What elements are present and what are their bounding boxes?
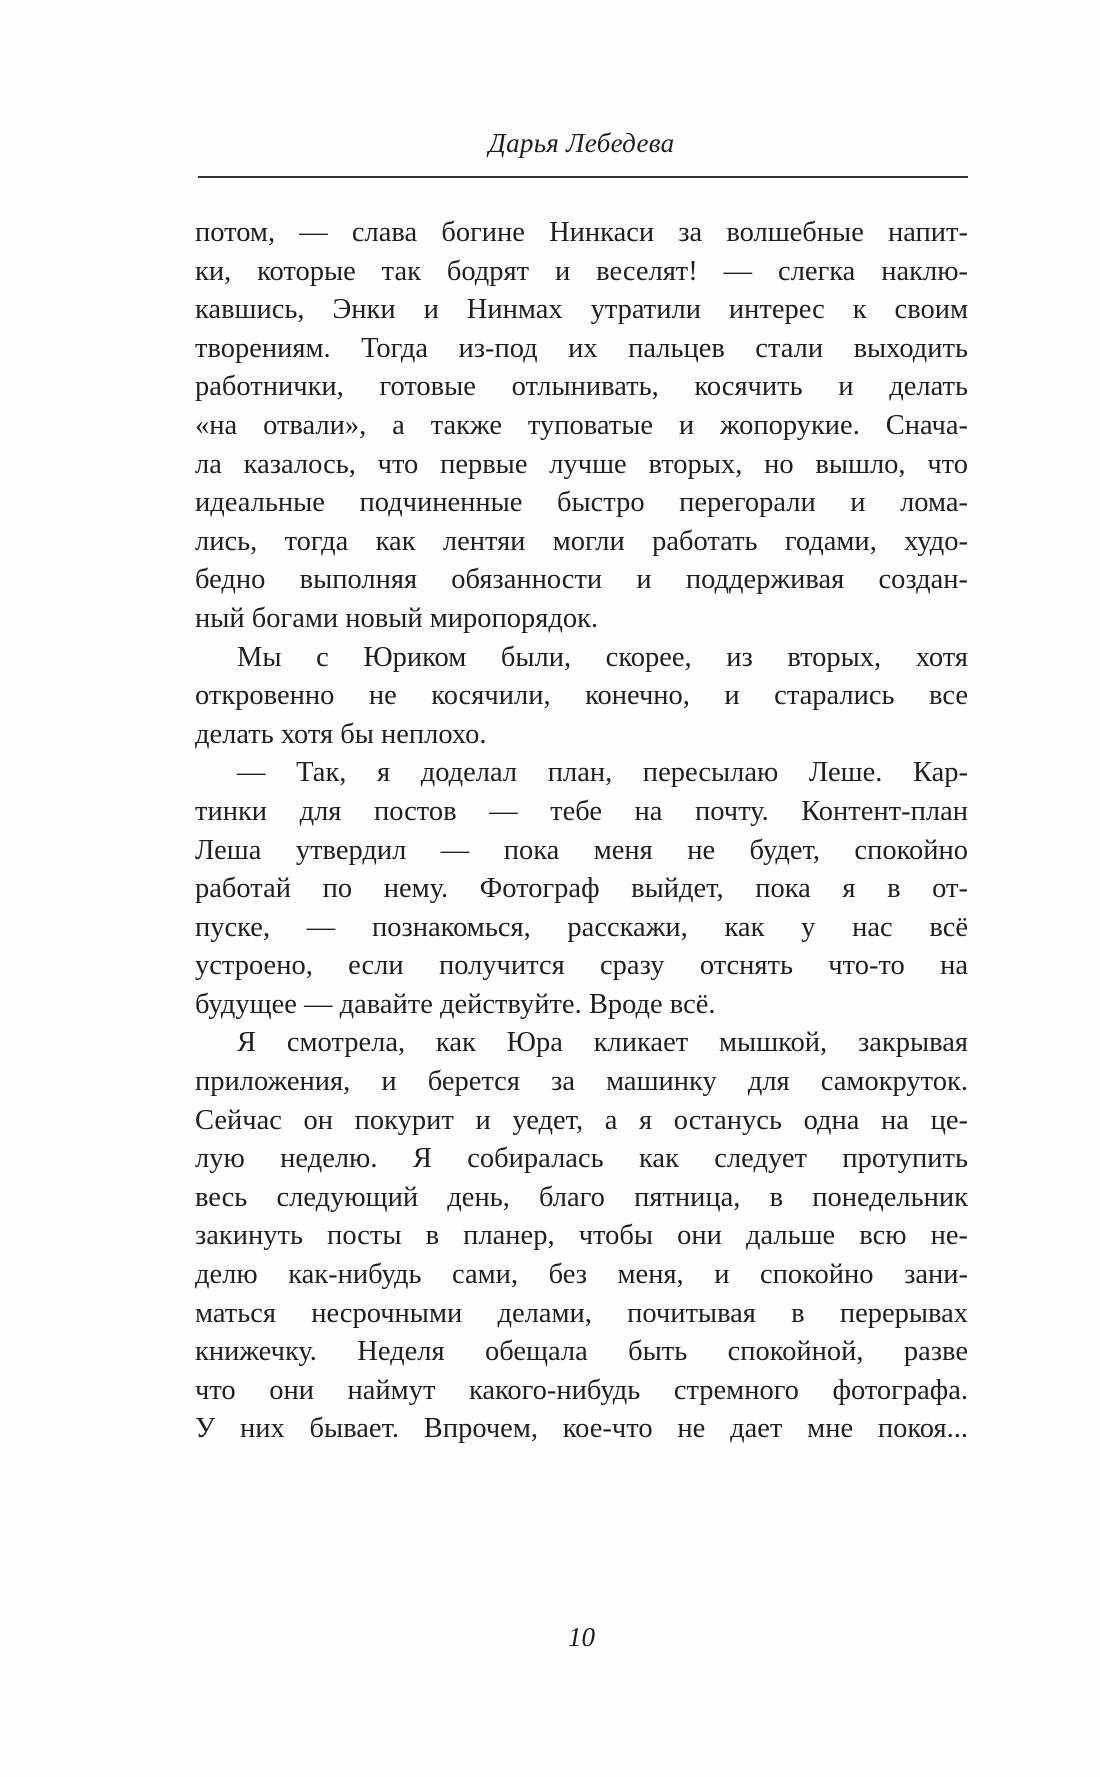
text-line: У них бывает. Впрочем, кое-что не дает мне покоя... [195, 1413, 968, 1445]
page-number: 10 [568, 1622, 595, 1652]
text-line: творениям. Тогда из-под их пальцев стали выходить [195, 332, 968, 364]
text-line: маться несрочными делами, почитывая в перерывах [195, 1297, 968, 1329]
text-line: потом, — слава богине Нинкаси за волшебные напит- [195, 217, 968, 248]
text-line: делать хотя бы неплохо. [195, 718, 487, 750]
text-line: весь следующий день, благо пятница, в понедельник [195, 1181, 968, 1213]
text-line: ла казалось, что первые лучше вторых, но вышло, что [195, 448, 968, 480]
text-line: — Так, я доделал план, пересылаю Леше. Кар- [237, 757, 968, 789]
text-line: кавшись, Энки и Нинмах утратили интерес к своим [195, 294, 968, 326]
text-line: пуске, — познакомься, расскажи, как у нас всё [195, 911, 968, 943]
text-line: бедно выполняя обязанности и поддерживая создан- [195, 564, 968, 596]
text-line: Я смотрела, как Юра кликает мышкой, закрывая [237, 1027, 968, 1059]
text-line: приложения, и берется за машинку для самокруток. [195, 1066, 968, 1098]
text-line: будущее — давайте действуйте. Вроде всё. [195, 988, 716, 1020]
body-text [195, 214, 968, 1449]
text-line: делю как-нибудь сами, без меня, и спокойно зани- [195, 1259, 968, 1291]
text-line: откровенно не косячили, конечно, и старались все [195, 680, 968, 712]
text-line: Мы с Юриком были, скорее, из вторых, хотя [237, 641, 968, 673]
text-line: Сейчас он покурит и уедет, а я останусь одна на це- [195, 1104, 968, 1136]
text-line: работнички, готовые отлынивать, косячить и делать [195, 371, 968, 403]
text-line: ки, которые так бодрят и веселят! — слегка наклю- [195, 255, 968, 287]
running-head-author: Дарья Лебедева [488, 128, 675, 158]
text-line: тинки для постов — тебе на почту. Контент-план [195, 795, 968, 827]
text-line: Леша утвердил — пока меня не будет, спокойно [195, 834, 968, 866]
text-line: книжечку. Неделя обещала быть спокойной, разве [195, 1336, 968, 1368]
text-line: идеальные подчиненные быстро перегорали и лома- [195, 487, 968, 519]
text-line: ный богами новый миропорядок. [195, 602, 599, 634]
text-line: лую неделю. Я собиралась как следует протупить [195, 1143, 968, 1175]
text-line: «на отвали», а также туповатые и жопорукие. Снача- [195, 409, 968, 441]
text-line: устроено, если получится сразу отснять что-то на [195, 950, 968, 982]
header-rule [198, 176, 968, 178]
text-line: закинуть посты в планер, чтобы они дальше всю не- [195, 1220, 968, 1252]
text-line: что они наймут какого-нибудь стремного фотографа. [195, 1374, 968, 1406]
text-line: лись, тогда как лентяи могли работать годами, худо- [195, 525, 968, 557]
text-line: работай по нему. Фотограф выйдет, пока я в от- [195, 873, 968, 905]
